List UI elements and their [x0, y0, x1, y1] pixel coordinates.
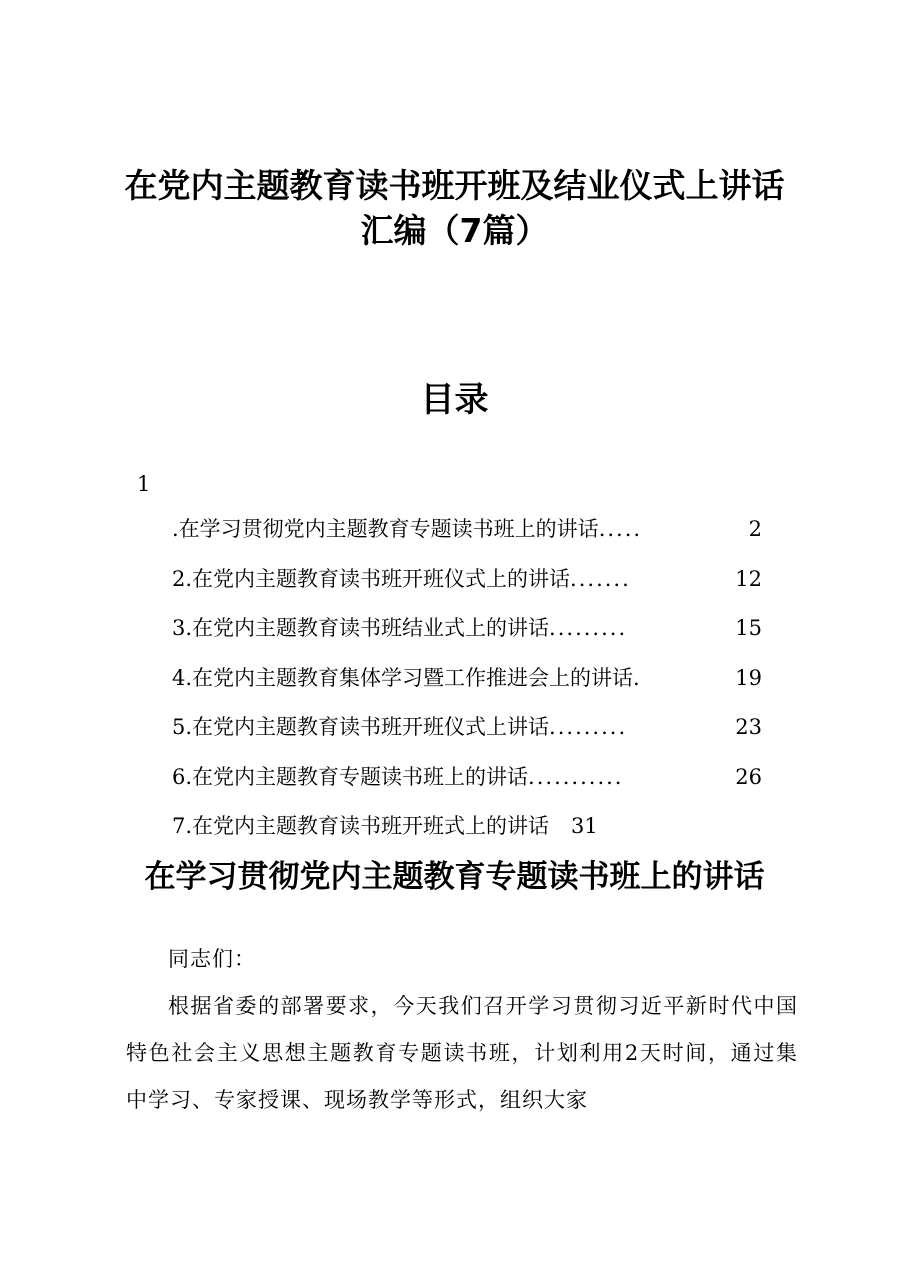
toc-item-text: 6.在党内主题教育专题读书班上的讲话 [172, 764, 529, 789]
toc-heading: 目录 [420, 380, 489, 420]
toc-item-leader: ......... [549, 616, 628, 640]
toc-item-leader: ..... [598, 517, 643, 541]
toc-item-6[interactable] [172, 762, 762, 812]
toc-item-page: 19 [735, 665, 762, 690]
toc-item-text: 5.在党内主题教育读书班开班仪式上讲话 [172, 715, 550, 739]
toc-item-page: 2 [748, 517, 762, 541]
toc-item-3[interactable] [172, 613, 762, 663]
toc-item-text: .在学习贯彻党内主题教育专题读书班上的讲话 [172, 517, 599, 541]
document-title-line-1: 在党内主题教育读书班开班及结业仪式上讲话 [124, 166, 785, 205]
toc-list [172, 514, 762, 861]
toc-item-leader: ....... [570, 566, 631, 591]
speech-title: 在学习贯彻党内主题教育专题读书班上的讲话 [144, 859, 765, 895]
speech-paragraph: 根据省委的部署要求，今天我们召开学习贯彻习近平新时代中国特色社会主义思想主题教育专题读书班，计划利用2天时间，通过集中学习、专家授课、现场教学等形式，组织大家 [126, 994, 798, 1112]
toc-item-5[interactable] [172, 712, 762, 762]
toc-item-7[interactable] [172, 811, 762, 861]
toc-item-page: 23 [735, 715, 762, 739]
speech-body [126, 936, 798, 1124]
toc-item-4[interactable] [172, 663, 762, 713]
toc-item-leader: ......... [549, 715, 628, 739]
toc-item-page: 26 [735, 764, 762, 789]
toc-item-2[interactable] [172, 564, 762, 614]
speech-salutation: 同志们： [168, 947, 256, 971]
toc-item-text: 3.在党内主题教育读书班结业式上的讲话 [172, 616, 550, 640]
toc-item-page: 15 [735, 616, 762, 640]
toc-item-text: 4.在党内主题教育集体学习暨工作推进会上的讲话. [172, 665, 640, 690]
toc-item-page: 12 [735, 566, 762, 591]
toc-item-text: 2.在党内主题教育读书班开班仪式上的讲话 [172, 566, 571, 591]
toc-item-leader: ........... [528, 764, 624, 789]
document-title-line-2: 汇编（7篇） [360, 211, 549, 250]
toc-item-1[interactable] [172, 514, 762, 564]
toc-item-page: 31 [571, 814, 598, 838]
toc-stray-number: 1 [137, 472, 151, 496]
toc-item-text: 7.在党内主题教育读书班开班式上的讲话 [172, 814, 550, 838]
